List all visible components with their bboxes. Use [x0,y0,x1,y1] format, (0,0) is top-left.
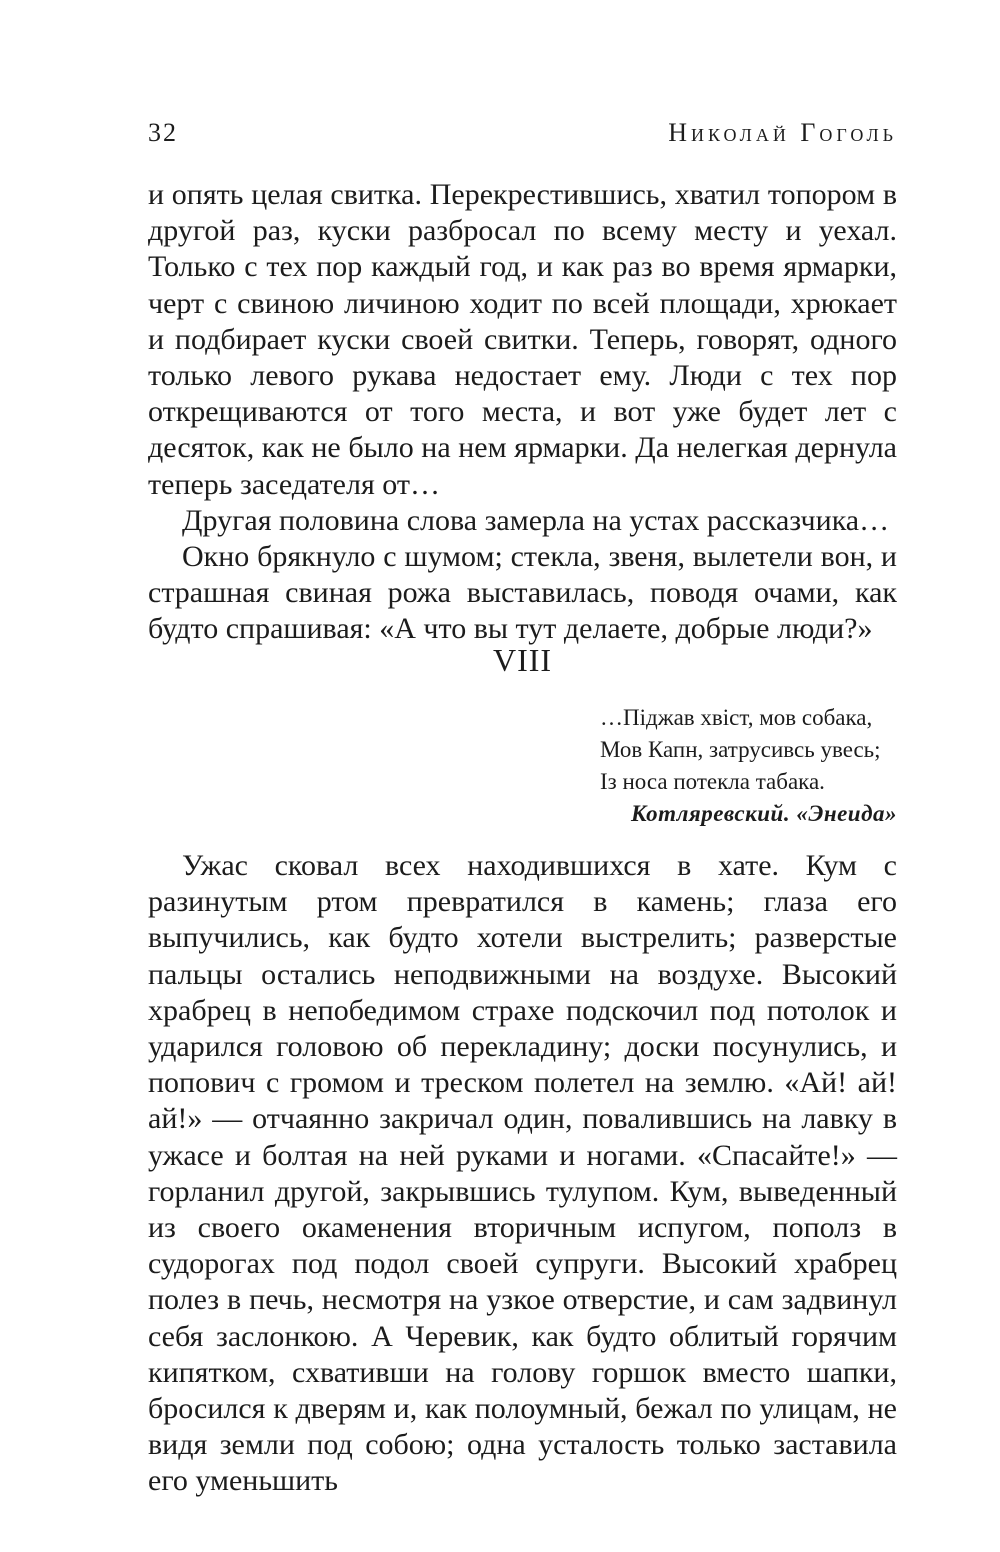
text-block-top [148,177,897,648]
text-block-bottom [148,848,897,1500]
epigraph-line: …Піджав хвіст, мов собака, [600,705,873,730]
running-head-author: Николай Гоголь [668,118,897,147]
epigraph-line: Мов Капн, затрусивсь увесь; [600,737,881,762]
paragraph: Окно брякнуло с шумом; стекла, звеня, вылетели вон, и страшная свиная рожа выставилась, поводя очами, как будто спрашивая: «А что вы тут делаете, добрые люди?» [148,540,897,646]
page-header [148,118,897,158]
paragraph: Ужас сковал всех находившихся в хате. Кум с разинутым ртом превратился в камень; глаза его выпучились, как будто хотели выстрелить; разверстые пальцы остались неподвижными на воздухе. Высокий храбрец в непобедимом страхе подскочил под потолок и ударился головою об перекладину; доски посунулись, и попович с громом и треском полетел на землю. «Ай! ай! ай!» — отчаянно закричал один, повалившись на лавку в ужасе и болтая на ней руками и ногами. «Спасайте!» — горланил другой, закрывшись тулупом. Кум, выведенный из своего окаменения вторичным испугом, пополз в судорогах под подол своей супруги. Высокий храбрец полез в печь, несмотря на узкое отверстие, и сам задвинул себя заслонкою. А Черевик, как будто облитый горячим кипятком, схвативши на голову горшок вместо шапки, бросился к дверям и, как полоумный, бежал по улицам, не видя земли под собою; одна усталость только заставила его уменьшить [148,849,897,1498]
epigraph-source: Котляревский. «Энеида» [630,801,897,826]
epigraph-line: Із носа потекла табака. [600,769,825,794]
chapter-heading: VIII [492,642,553,678]
page-number: 32 [148,118,178,147]
paragraph: и опять целая свитка. Перекрестившись, хватил топором в другой раз, куски разбросал по всему месту и уехал. Только с тех пор каждый год, и как раз во время ярмарки, черт с свиною личиною ходит по всей площади, хрюкает и подбирает куски своей свитки. Теперь, говорят, одного только левого рукава недостает ему. Люди с тех пор открещиваются от того места, и вот уже будет лет с десяток, как не было на нем ярмарки. Да нелегкая дернула теперь заседателя от… [148,178,897,501]
epigraph [600,702,897,830]
paragraph: Другая половина слова замерла на устах рассказчика… [182,503,890,537]
